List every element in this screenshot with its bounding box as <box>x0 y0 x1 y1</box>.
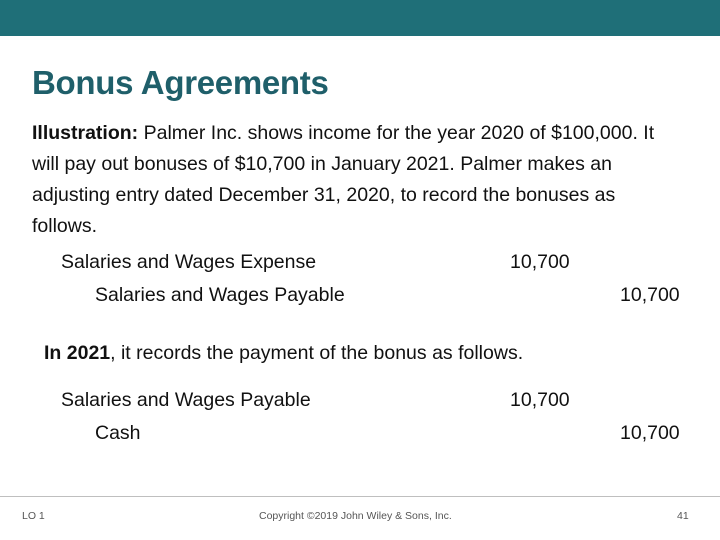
top-banner <box>0 0 720 36</box>
footer-page-number: 41 <box>677 510 689 522</box>
entry2-credit-account: Cash <box>95 422 141 444</box>
entry1-credit-account: Salaries and Wages Payable <box>95 284 345 306</box>
payment-prefix: In <box>44 342 67 364</box>
entry1-debit-account: Salaries and Wages Expense <box>61 251 317 273</box>
illustration-paragraph <box>32 118 672 242</box>
footer-copyright: Copyright ©2019 John Wiley & Sons, Inc. <box>259 510 452 522</box>
slide-title: Bonus Agreements <box>32 64 329 101</box>
payment-text: , it records the payment of the bonus as follows. <box>110 342 524 364</box>
illustration-label: Illustration: <box>32 122 139 144</box>
illustration-text: Palmer Inc. shows income for the year 2020 of $100,000. It will pay out bonuses of $10,700 in January 2021. Palmer makes an adjusting entry dated December 31, 2020, to record the bonuses as follows. <box>32 122 655 237</box>
footer-divider <box>0 496 720 497</box>
entry1-debit-amount: 10,700 <box>510 251 570 273</box>
payment-year: 2021 <box>66 342 111 364</box>
entry1-credit-amount: 10,700 <box>620 284 680 306</box>
footer-learning-objective: LO 1 <box>22 510 45 522</box>
entry2-credit-amount: 10,700 <box>620 422 680 444</box>
entry2-debit-amount: 10,700 <box>510 389 570 411</box>
payment-sentence <box>44 342 523 365</box>
entry2-debit-account: Salaries and Wages Payable <box>61 389 311 411</box>
